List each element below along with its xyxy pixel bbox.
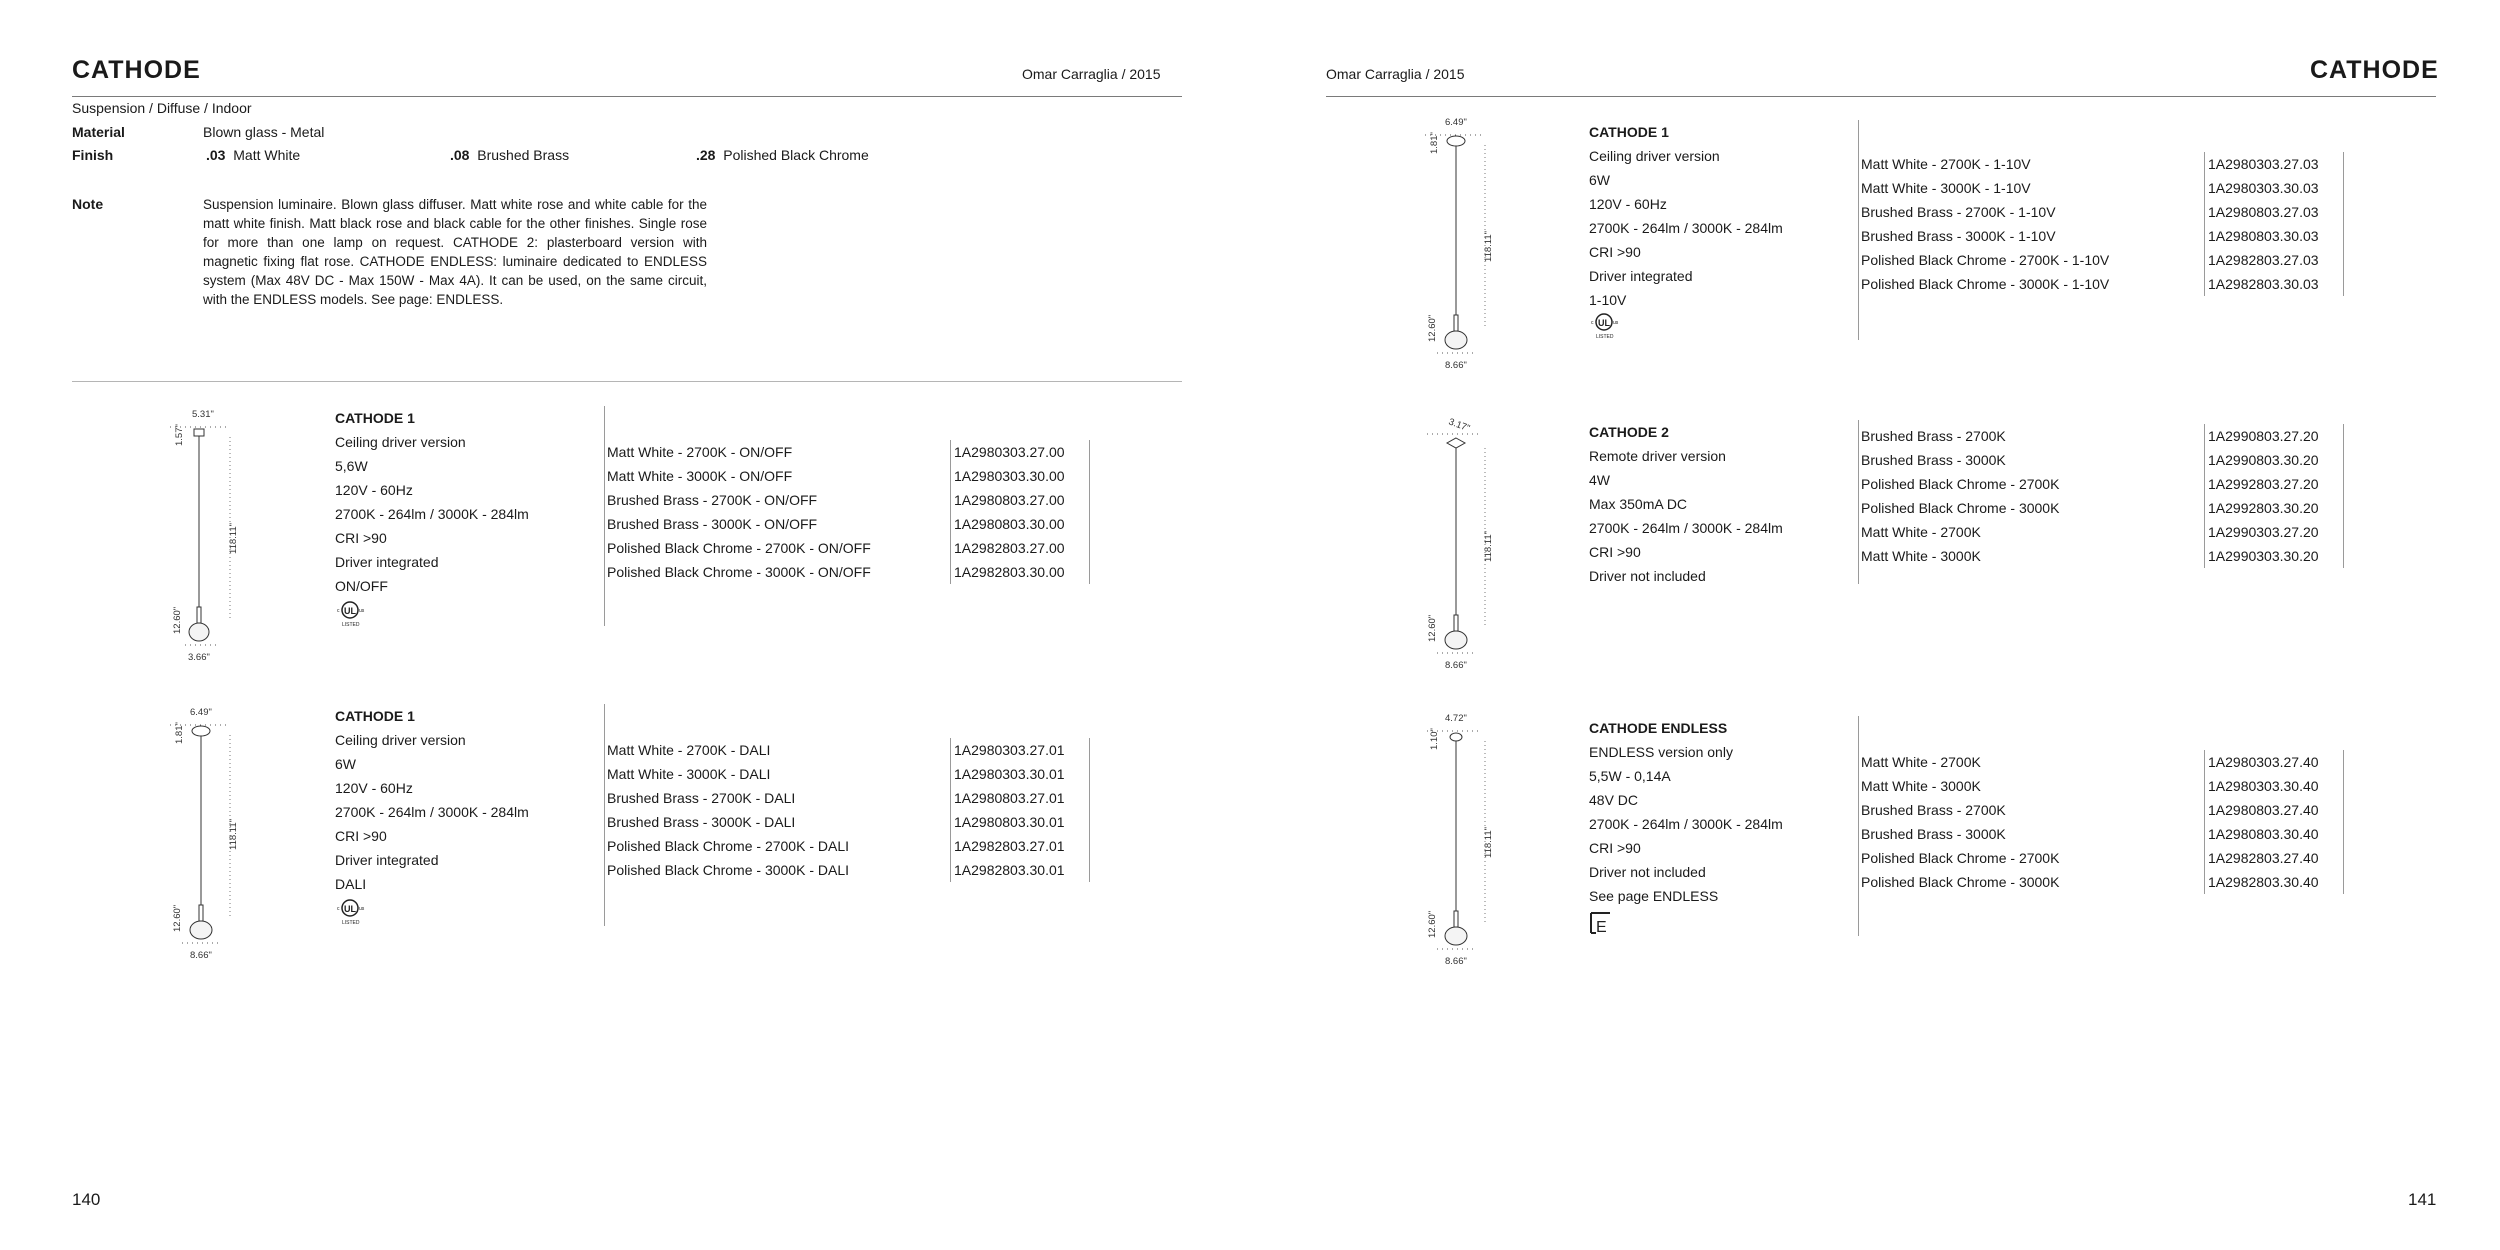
dim-top: 5.31" bbox=[192, 409, 214, 420]
spec-line: Ceiling driver version bbox=[335, 434, 466, 450]
spec-line: 6W bbox=[335, 756, 356, 772]
page-title-right: CATHODE bbox=[2310, 56, 2439, 84]
dim-bottom: 8.66" bbox=[1445, 660, 1467, 671]
spec-line: 120V - 60Hz bbox=[335, 482, 413, 498]
spec-line: Ceiling driver version bbox=[335, 732, 466, 748]
ul-listed-badge bbox=[334, 898, 370, 926]
subtitle: Suspension / Diffuse / Indoor bbox=[72, 100, 252, 116]
order-code: 1A2980303.27.03 bbox=[2204, 152, 2344, 176]
order-code: 1A2980303.30.03 bbox=[2204, 176, 2344, 200]
order-desc: Polished Black Chrome - 2700K - ON/OFF bbox=[607, 540, 871, 556]
spec-list-cathode-endless bbox=[1589, 716, 1783, 908]
order-desc: Polished Black Chrome - 2700K bbox=[1861, 476, 2060, 492]
order-desc: Matt White - 3000K - 1-10V bbox=[1861, 180, 2031, 196]
dim-body: 12.60" bbox=[1427, 314, 1438, 342]
ceiling-rose bbox=[194, 429, 204, 436]
product-drawing-cathode-1-onoff bbox=[160, 402, 240, 667]
page-number-right: 141 bbox=[2408, 1190, 2437, 1209]
svg-text:LISTED: LISTED bbox=[1596, 334, 1614, 340]
spec-line: CRI >90 bbox=[335, 828, 387, 844]
dim-body: 12.60" bbox=[172, 904, 183, 932]
dim-bottom: 8.66" bbox=[1445, 956, 1467, 967]
order-code: 1A2982803.27.40 bbox=[2204, 846, 2344, 870]
dim-rose: 1.10" bbox=[1429, 728, 1440, 750]
svg-text:LISTED: LISTED bbox=[342, 622, 360, 628]
order-desc: Brushed Brass - 2700K bbox=[1861, 802, 2006, 818]
product-drawing-cathode-1-1-10v bbox=[1415, 110, 1495, 375]
spec-line: 1-10V bbox=[1589, 292, 1627, 308]
dim-cable: 118.11" bbox=[228, 522, 239, 554]
order-code: 1A2982803.27.00 bbox=[950, 536, 1090, 560]
order-code: 1A2990803.27.20 bbox=[2204, 424, 2344, 448]
product-drawing-cathode-2 bbox=[1415, 410, 1495, 675]
order-desc: Polished Black Chrome - 2700K - 1-10V bbox=[1861, 252, 2110, 268]
order-code: 1A2980303.27.00 bbox=[950, 440, 1090, 464]
spec-line: Driver integrated bbox=[335, 852, 439, 868]
order-code: 1A2980803.27.40 bbox=[2204, 798, 2344, 822]
finish-item-polished-black-chrome: .28 Polished Black Chrome bbox=[696, 147, 869, 163]
spec-line: 2700K - 264lm / 3000K - 284lm bbox=[1589, 816, 1783, 832]
dim-cable: 118.11" bbox=[228, 818, 239, 850]
spec-line: 2700K - 264lm / 3000K - 284lm bbox=[1589, 220, 1783, 236]
svg-text:us: us bbox=[1613, 320, 1619, 326]
ceiling-rose bbox=[1447, 136, 1465, 146]
svg-text:c: c bbox=[1591, 320, 1594, 326]
glass-diffuser bbox=[1445, 631, 1467, 649]
spec-line: Driver not included bbox=[1589, 568, 1706, 584]
product-drawing-cathode-1-dali bbox=[160, 700, 240, 965]
order-code: 1A2980303.27.40 bbox=[2204, 750, 2344, 774]
spec-line: 48V DC bbox=[1589, 792, 1639, 808]
column-divider bbox=[1858, 420, 1859, 584]
order-desc: Brushed Brass - 3000K bbox=[1861, 452, 2006, 468]
dim-cable: 118.11" bbox=[1483, 826, 1494, 858]
order-desc: Brushed Brass - 2700K bbox=[1861, 428, 2006, 444]
order-code: 1A2980303.27.01 bbox=[950, 738, 1090, 762]
order-desc: Brushed Brass - 2700K - ON/OFF bbox=[607, 492, 818, 508]
ul-listed-icon bbox=[1588, 312, 1624, 340]
order-desc: Matt White - 3000K bbox=[1861, 548, 1981, 564]
svg-text:c: c bbox=[337, 906, 340, 912]
order-code: 1A2982803.27.03 bbox=[2204, 248, 2344, 272]
spec-line: 2700K - 264lm / 3000K - 284lm bbox=[335, 506, 529, 522]
spec-line: 5,6W bbox=[335, 458, 368, 474]
order-desc: Matt White - 2700K - ON/OFF bbox=[607, 444, 793, 460]
note-label: Note bbox=[72, 196, 104, 212]
spec-line: CRI >90 bbox=[1589, 544, 1641, 560]
dim-body: 12.60" bbox=[1427, 910, 1438, 938]
spec-list-cathode-2 bbox=[1589, 420, 1783, 588]
page-number-left: 140 bbox=[72, 1190, 101, 1209]
svg-text:LISTED: LISTED bbox=[342, 920, 360, 926]
spec-line: Ceiling driver version bbox=[1589, 148, 1720, 164]
order-desc: Brushed Brass - 3000K - DALI bbox=[607, 814, 796, 830]
order-code: 1A2990803.30.20 bbox=[2204, 448, 2344, 472]
spec-line: 2700K - 264lm / 3000K - 284lm bbox=[1589, 520, 1783, 536]
svg-text:us: us bbox=[359, 906, 365, 912]
page-title-left: CATHODE bbox=[72, 56, 201, 84]
order-desc: Brushed Brass - 2700K - DALI bbox=[607, 790, 796, 806]
order-desc: Polished Black Chrome - 3000K bbox=[1861, 874, 2060, 890]
dim-rose: 1.81" bbox=[1429, 132, 1440, 154]
ul-listed-icon bbox=[334, 898, 370, 926]
material-label: Material bbox=[72, 124, 125, 140]
order-desc: Brushed Brass - 3000K - 1-10V bbox=[1861, 228, 2056, 244]
dim-top: 4.72" bbox=[1445, 713, 1467, 724]
column-divider bbox=[604, 704, 605, 926]
order-desc: Matt White - 2700K - DALI bbox=[607, 742, 771, 758]
dim-bottom: 8.66" bbox=[1445, 360, 1467, 371]
order-code: 1A2980803.27.00 bbox=[950, 488, 1090, 512]
dim-bottom: 8.66" bbox=[190, 950, 212, 961]
svg-text:us: us bbox=[359, 608, 365, 614]
order-code: 1A2990303.27.20 bbox=[2204, 520, 2344, 544]
spec-line: Max 350mA DC bbox=[1589, 496, 1688, 512]
dim-top: 3.17" bbox=[1446, 416, 1472, 435]
material-value: Blown glass - Metal bbox=[203, 124, 325, 140]
order-code: 1A2980803.27.01 bbox=[950, 786, 1090, 810]
order-code: 1A2982803.30.00 bbox=[950, 560, 1090, 584]
order-desc: Polished Black Chrome - 3000K - 1-10V bbox=[1861, 276, 2110, 292]
order-code: 1A2992803.30.20 bbox=[2204, 496, 2344, 520]
order-desc: Matt White - 3000K - ON/OFF bbox=[607, 468, 793, 484]
spec-line: Driver not included bbox=[1589, 864, 1706, 880]
order-desc: Polished Black Chrome - 3000K - ON/OFF bbox=[607, 564, 871, 580]
spec-line: Driver integrated bbox=[335, 554, 439, 570]
spec-line: CRI >90 bbox=[335, 530, 387, 546]
svg-text:UL: UL bbox=[344, 606, 356, 616]
order-code: 1A2980303.30.40 bbox=[2204, 774, 2344, 798]
spec-line: ON/OFF bbox=[335, 578, 388, 594]
endless-badge-letter: E bbox=[1596, 919, 1607, 936]
order-desc: Brushed Brass - 2700K - 1-10V bbox=[1861, 204, 2056, 220]
spec-line: 4W bbox=[1589, 472, 1610, 488]
spec-list-cathode-1-dali bbox=[335, 704, 529, 896]
order-code: 1A2982803.27.01 bbox=[950, 834, 1090, 858]
order-code: 1A2980303.30.00 bbox=[950, 464, 1090, 488]
dim-body: 12.60" bbox=[172, 606, 183, 634]
ul-listed-badge bbox=[334, 600, 370, 628]
order-desc: Matt White - 2700K - 1-10V bbox=[1861, 156, 2031, 172]
finish-label: Finish bbox=[72, 147, 114, 163]
spec-line: 5,5W - 0,14A bbox=[1589, 768, 1671, 784]
order-desc: Matt White - 2700K bbox=[1861, 754, 1981, 770]
dim-top: 6.49" bbox=[1445, 117, 1467, 128]
designer-credit-right: Omar Carraglia / 2015 bbox=[1326, 66, 1465, 82]
order-desc: Polished Black Chrome - 2700K bbox=[1861, 850, 2060, 866]
spec-line: DALI bbox=[335, 876, 367, 892]
order-code: 1A2980803.30.00 bbox=[950, 512, 1090, 536]
order-code: 1A2982803.30.40 bbox=[2204, 870, 2344, 894]
ul-listed-badge bbox=[1588, 312, 1624, 340]
order-desc: Polished Black Chrome - 2700K - DALI bbox=[607, 838, 849, 854]
order-code: 1A2980803.30.03 bbox=[2204, 224, 2344, 248]
spec-line: CRI >90 bbox=[1589, 244, 1641, 260]
section-divider-left bbox=[72, 381, 1182, 382]
spec-line: ENDLESS version only bbox=[1589, 744, 1733, 760]
flat-rose bbox=[1447, 438, 1465, 448]
glass-diffuser bbox=[189, 623, 209, 641]
order-code: 1A2982803.30.03 bbox=[2204, 272, 2344, 296]
order-desc: Brushed Brass - 3000K bbox=[1861, 826, 2006, 842]
note-text: Suspension luminaire. Blown glass diffuser. Matt white rose and white cable for the matt white finish. Matt black rose and black cable for the other finishes. Single rose for more than one lamp on request. CATHODE 2: plasterboard version with magnetic fixing flat rose. CATHODE ENDLESS: luminaire dedicated to ENDLESS system (Max 48V DC - Max 150W - Max 4A). It can be used, on the same circuit, with the ENDLESS models. See page: ENDLESS. bbox=[203, 197, 707, 307]
dim-cable: 118.11" bbox=[1483, 530, 1494, 562]
dim-bottom: 3.66" bbox=[188, 652, 210, 663]
spec-line: 120V - 60Hz bbox=[1589, 196, 1667, 212]
dim-body: 12.60" bbox=[1427, 614, 1438, 642]
order-desc: Matt White - 3000K bbox=[1861, 778, 1981, 794]
order-code: 1A2990303.30.20 bbox=[2204, 544, 2344, 568]
order-code: 1A2992803.27.20 bbox=[2204, 472, 2344, 496]
spec-title: CATHODE 1 bbox=[1589, 124, 1669, 140]
finish-item-brushed-brass: .08 Brushed Brass bbox=[450, 147, 570, 163]
svg-text:UL: UL bbox=[1598, 318, 1610, 328]
order-desc: Brushed Brass - 3000K - ON/OFF bbox=[607, 516, 818, 532]
product-drawing-cathode-endless bbox=[1415, 706, 1495, 971]
order-code: 1A2980803.30.40 bbox=[2204, 822, 2344, 846]
order-code: 1A2980803.30.01 bbox=[950, 810, 1090, 834]
spec-line: Driver integrated bbox=[1589, 268, 1693, 284]
order-code: 1A2980803.27.03 bbox=[2204, 200, 2344, 224]
order-desc: Matt White - 2700K bbox=[1861, 524, 1981, 540]
spec-title: CATHODE 1 bbox=[335, 708, 415, 724]
order-desc: Matt White - 3000K - DALI bbox=[607, 766, 771, 782]
order-code: 1A2980303.30.01 bbox=[950, 762, 1090, 786]
dim-top: 6.49" bbox=[190, 707, 212, 718]
glass-diffuser bbox=[190, 921, 212, 939]
spec-line: Remote driver version bbox=[1589, 448, 1726, 464]
order-desc: Polished Black Chrome - 3000K - DALI bbox=[607, 862, 849, 878]
endless-logo-icon bbox=[1588, 910, 1616, 936]
column-divider bbox=[1858, 120, 1859, 340]
svg-text:UL: UL bbox=[344, 904, 356, 914]
column-divider bbox=[1858, 716, 1859, 936]
order-code: 1A2982803.30.01 bbox=[950, 858, 1090, 882]
spec-list-cathode-1-onoff bbox=[335, 406, 529, 598]
column-divider bbox=[604, 406, 605, 626]
dim-rose: 1.57" bbox=[174, 424, 185, 446]
glass-diffuser bbox=[1445, 927, 1467, 945]
spec-title: CATHODE ENDLESS bbox=[1589, 720, 1728, 736]
designer-credit-left: Omar Carraglia / 2015 bbox=[1022, 66, 1161, 82]
svg-text:c: c bbox=[337, 608, 340, 614]
order-desc: Polished Black Chrome - 3000K bbox=[1861, 500, 2060, 516]
glass-diffuser bbox=[1445, 331, 1467, 349]
dim-rose: 1.81" bbox=[174, 722, 185, 744]
ceiling-rose bbox=[192, 726, 210, 736]
spec-line: 2700K - 264lm / 3000K - 284lm bbox=[335, 804, 529, 820]
header-divider-right bbox=[1326, 96, 2436, 97]
header-divider-left bbox=[72, 96, 1182, 97]
endless-connector bbox=[1450, 733, 1462, 741]
finish-item-matt-white: .03 Matt White bbox=[206, 147, 301, 163]
spec-line: CRI >90 bbox=[1589, 840, 1641, 856]
spec-title: CATHODE 1 bbox=[335, 410, 415, 426]
spec-line: 120V - 60Hz bbox=[335, 780, 413, 796]
spec-line: See page ENDLESS bbox=[1589, 888, 1719, 904]
ul-listed-icon bbox=[334, 600, 370, 628]
spec-list-cathode-1-1-10v bbox=[1589, 120, 1783, 312]
dim-cable: 118.11" bbox=[1483, 230, 1494, 262]
spec-line: 6W bbox=[1589, 172, 1610, 188]
spec-title: CATHODE 2 bbox=[1589, 424, 1669, 440]
endless-badge bbox=[1588, 910, 1616, 936]
